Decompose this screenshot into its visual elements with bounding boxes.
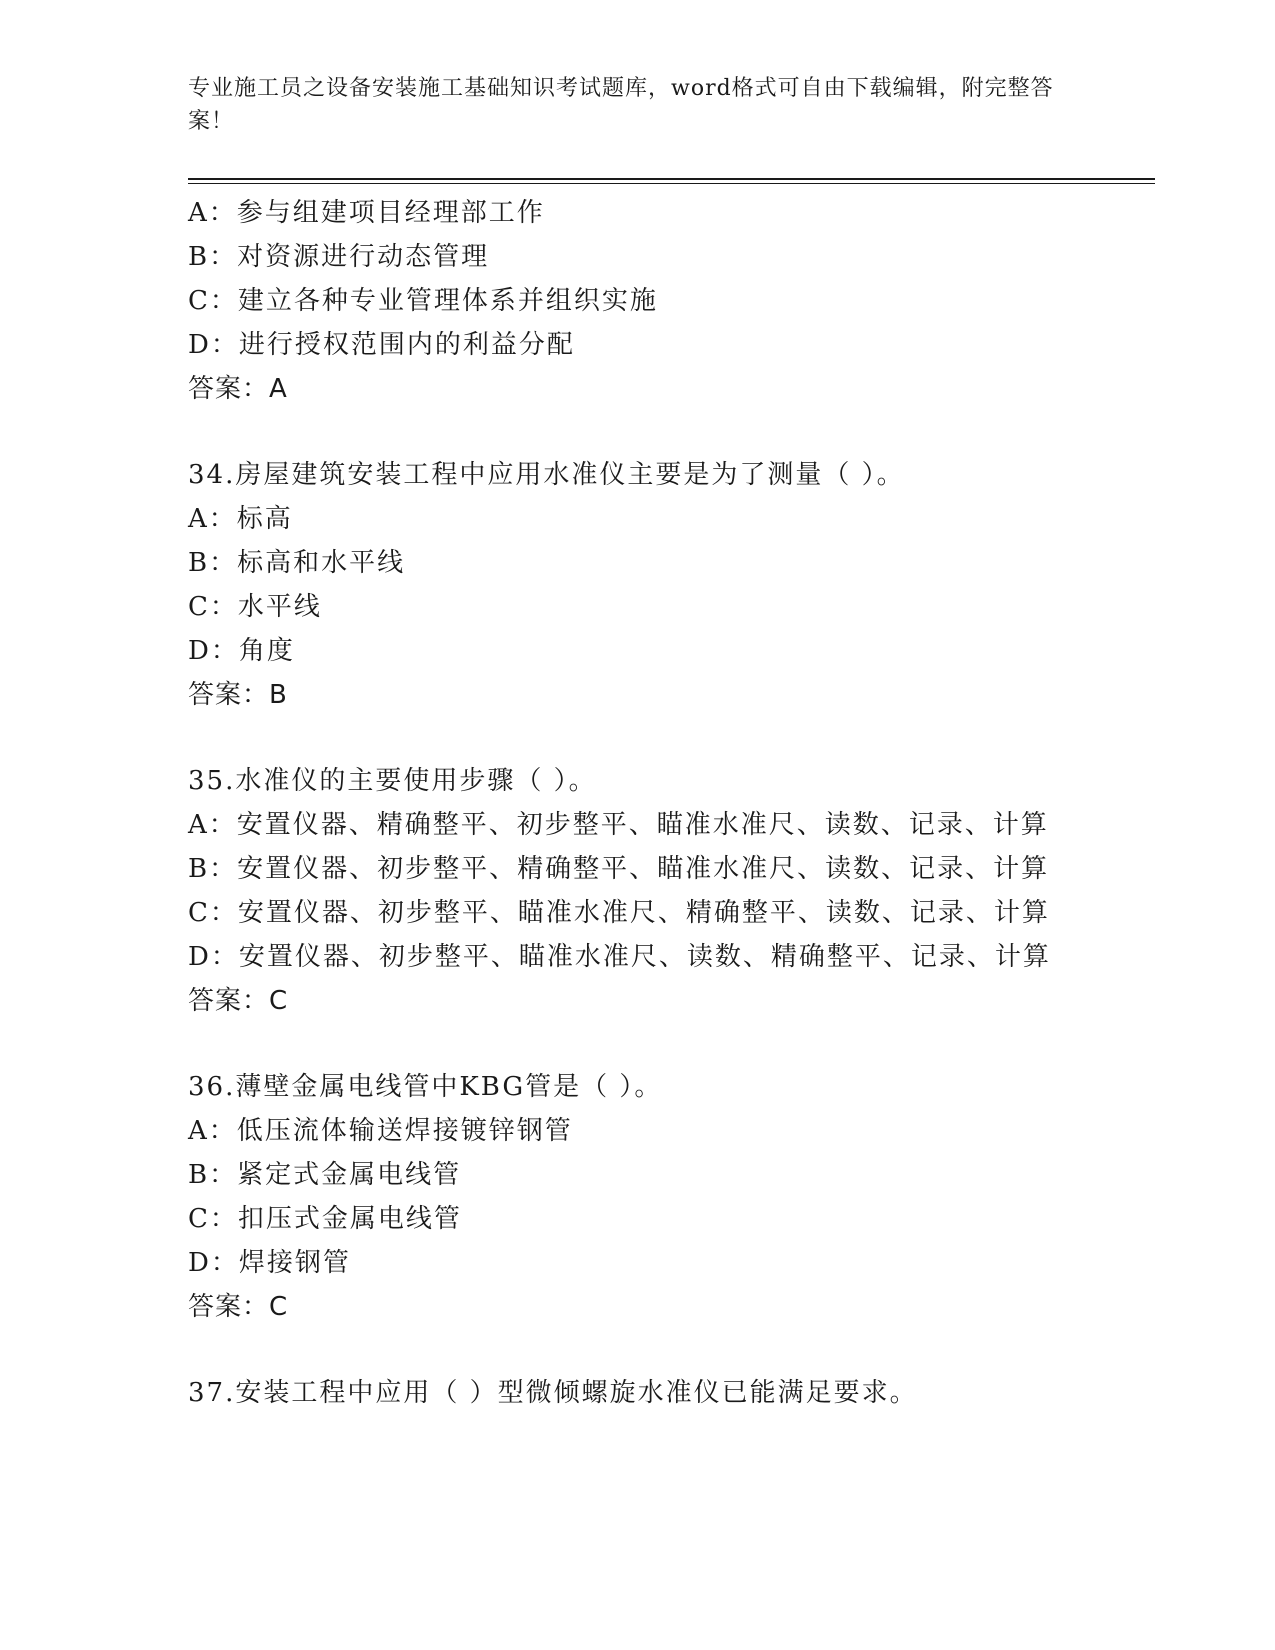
q34-option-d: D：角度 <box>188 636 295 666</box>
q35-option-c: C：安置仪器、初步整平、瞄准水准尺、精确整平、读数、记录、计算 <box>188 898 1050 928</box>
q33-option-d: D：进行授权范围内的利益分配 <box>188 330 575 360</box>
q34-option-a: A：标高 <box>188 504 293 534</box>
q36-option-d: D：焊接钢管 <box>188 1248 351 1278</box>
q37-question: 37.安装工程中应用（ ）型微倾螺旋水准仪已能满足要求。 <box>188 1378 918 1408</box>
q35-option-d: D：安置仪器、初步整平、瞄准水准尺、读数、精确整平、记录、计算 <box>188 942 1051 972</box>
q36-option-b: B：紧定式金属电线管 <box>188 1160 462 1190</box>
q36-answer: 答案：C <box>188 1292 289 1322</box>
q35-option-a: A：安置仪器、精确整平、初步整平、瞄准水准尺、读数、记录、计算 <box>188 810 1049 840</box>
q36-question: 36.薄壁金属电线管中KBG管是（ ）。 <box>188 1072 663 1102</box>
q34-answer: 答案：B <box>188 680 288 710</box>
q35-option-b: B：安置仪器、初步整平、精确整平、瞄准水准尺、读数、记录、计算 <box>188 854 1050 884</box>
document-header: 专业施工员之设备安装施工基础知识考试题库，word格式可自由下载编辑，附完整答案！ <box>188 76 1054 134</box>
q33-option-b: B：对资源进行动态管理 <box>188 242 490 272</box>
q35-answer: 答案：C <box>188 986 289 1016</box>
q36-option-a: A：低压流体输送焊接镀锌钢管 <box>188 1116 573 1146</box>
q33-answer: 答案：A <box>188 374 288 404</box>
q33-option-c: C：建立各种专业管理体系并组织实施 <box>188 286 658 316</box>
q34-question: 34.房屋建筑安装工程中应用水准仪主要是为了测量（ ）。 <box>188 460 905 490</box>
q36-option-c: C：扣压式金属电线管 <box>188 1204 462 1234</box>
q33-option-a: A：参与组建项目经理部工作 <box>188 198 545 228</box>
header-divider-thick <box>188 178 1155 180</box>
q34-option-c: C：水平线 <box>188 592 322 622</box>
q34-option-b: B：标高和水平线 <box>188 548 406 578</box>
q35-question: 35.水准仪的主要使用步骤（ ）。 <box>188 766 597 796</box>
header-divider-thin <box>188 183 1155 184</box>
